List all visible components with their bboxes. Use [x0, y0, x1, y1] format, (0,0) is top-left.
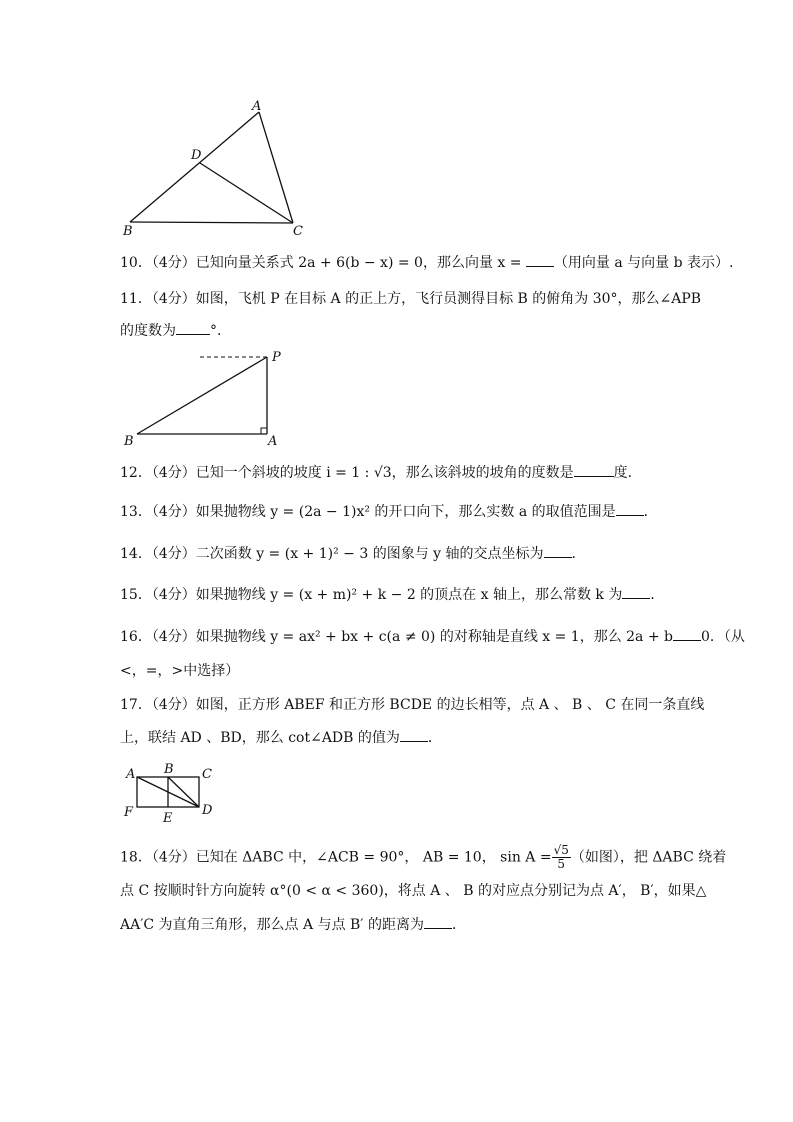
figure-two-squares	[118, 760, 228, 828]
answer-blank[interactable]	[400, 727, 428, 742]
question-points: （4分）	[151, 504, 196, 520]
figure-plane-angle	[115, 345, 295, 450]
answer-blank[interactable]	[424, 914, 452, 929]
question-text: 的度数为	[120, 323, 176, 339]
label-a: A	[126, 767, 136, 782]
question-15	[120, 584, 680, 606]
question-points: （4分）	[151, 291, 196, 307]
question-text: 如图，飞机 P 在目标 A 的正上方，飞行员测得目标 B 的俯角为 30°，那么∠APB	[195, 291, 702, 307]
label-b: B	[124, 434, 134, 449]
question-17-line2	[120, 727, 680, 749]
question-points: （4分）	[151, 587, 196, 603]
question-text-tail: ．	[427, 730, 442, 746]
question-number: 15．	[120, 587, 152, 603]
answer-blank[interactable]	[622, 584, 650, 599]
question-points: （4分）	[151, 697, 196, 713]
label-p: P	[272, 350, 281, 365]
question-text-tail: ．	[571, 546, 586, 562]
question-points: （4分）	[151, 849, 196, 866]
question-number: 10．	[120, 255, 152, 271]
question-points: （4分）	[151, 546, 196, 562]
question-text: 如果抛物线 y = ax² + bx + c(a ≠ 0) 的对称轴是直线 x = 1，那么 2a + b	[195, 629, 673, 645]
question-13	[120, 501, 680, 523]
question-text-tail: °．	[210, 323, 231, 339]
question-text: （如图），把 ΔABC 绕着	[570, 849, 727, 866]
question-11	[120, 288, 702, 310]
label-f: F	[124, 805, 134, 820]
question-12	[120, 462, 680, 484]
question-text-tail: 度.	[613, 465, 633, 481]
question-number: 11．	[120, 291, 152, 307]
question-text: 如果抛物线 y = (2a − 1)x² 的开口向下，那么实数 a 的取值范围是	[195, 504, 616, 520]
label-e: E	[163, 811, 173, 826]
label-c: C	[293, 224, 303, 239]
question-number: 12．	[120, 465, 152, 481]
answer-blank[interactable]	[673, 626, 701, 641]
answer-blank[interactable]	[544, 543, 572, 558]
label-d: D	[202, 803, 213, 818]
question-number: 16．	[120, 629, 152, 645]
question-points: （4分）	[151, 465, 196, 481]
fraction-sqrt5-over-5	[552, 844, 571, 871]
figure-triangle-abc	[115, 95, 315, 240]
question-11-line2	[120, 320, 680, 342]
question-18-line3	[120, 914, 680, 936]
question-number: 14．	[120, 546, 152, 562]
question-text: <，=，>中选择）	[120, 663, 240, 679]
question-points: （4分）	[151, 255, 196, 271]
question-text: 上，联结 AD 、BD，那么 cot∠ADB 的值为	[120, 730, 400, 746]
label-a: A	[268, 434, 278, 449]
question-18	[120, 843, 727, 871]
question-14	[120, 543, 680, 565]
answer-blank[interactable]	[526, 252, 554, 267]
question-16	[120, 626, 745, 648]
fraction-denominator: 5	[557, 857, 566, 871]
question-text-tail: ．	[643, 504, 658, 520]
question-text-tail: ．	[650, 587, 665, 603]
label-b: B	[164, 762, 174, 777]
question-text-tail: （用向量 a 与向量 b 表示）.	[553, 255, 734, 271]
question-points: （4分）	[151, 629, 196, 645]
question-text: 如果抛物线 y = (x + m)² + k − 2 的顶点在 x 轴上，那么常数 k 为	[195, 587, 623, 603]
question-text: 已知在 ΔABC 中，∠ACB = 90°， AB = 10， sin A =	[195, 849, 552, 866]
label-a: A	[252, 99, 262, 114]
question-text: 点 C 按顺时针方向旋转 α°(0 < α < 360)，将点 A 、 B 的对应点分别记为点 A′， B′，如果△	[120, 883, 707, 899]
question-number: 17．	[120, 697, 152, 713]
question-text-tail: 0．（从	[701, 629, 745, 645]
label-c: C	[202, 767, 212, 782]
question-text-tail: ．	[451, 917, 466, 933]
question-number: 13．	[120, 504, 152, 520]
question-17	[120, 694, 705, 716]
answer-blank[interactable]	[616, 501, 644, 516]
question-number: 18．	[120, 849, 152, 866]
question-text: 如图，正方形 ABEF 和正方形 BCDE 的边长相等，点 A 、 B 、 C 在同一条直线	[195, 697, 705, 713]
question-text: 二次函数 y = (x + 1)² − 3 的图象与 y 轴的交点坐标为	[195, 546, 544, 562]
label-d: D	[191, 148, 202, 163]
question-text: AA′C 为直角三角形，那么点 A 与点 B′ 的距离为	[120, 917, 424, 933]
fraction-numerator: √5	[553, 843, 569, 857]
answer-blank[interactable]	[176, 320, 210, 335]
question-text: 已知一个斜坡的坡度 i = 1 : √3，那么该斜坡的坡角的度数是	[195, 465, 574, 481]
question-16-line2	[120, 660, 680, 682]
label-b: B	[123, 224, 133, 239]
question-10	[120, 252, 734, 274]
question-18-line2	[120, 880, 707, 902]
question-text: 已知向量关系式 2a + 6(b − x) = 0，那么向量 x =	[195, 255, 526, 271]
answer-blank[interactable]	[574, 462, 614, 477]
